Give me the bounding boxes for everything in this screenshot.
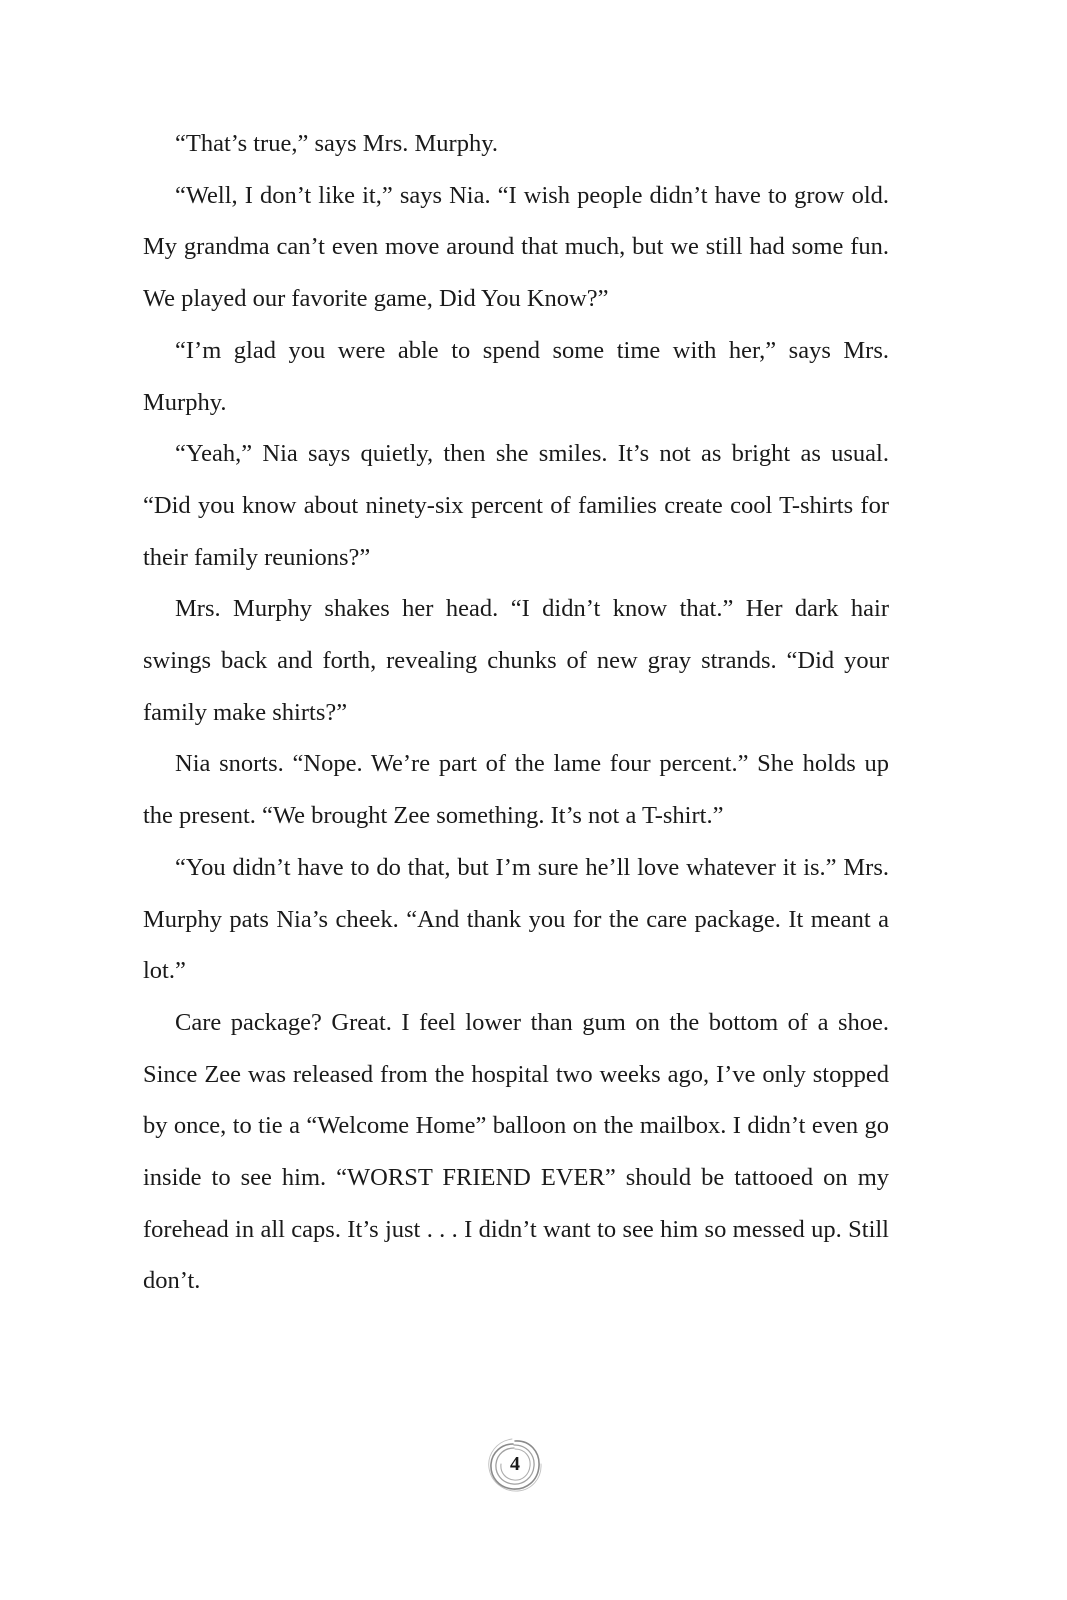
paragraph: “Well, I don’t like it,” says Nia. “I wish people didn’t have to grow old. My grandma can’t even move around that much, but we still had some fun. We played our favorite game, Did You Know?” bbox=[143, 181, 889, 313]
paragraph: Care package? Great. I feel lower than gum on the bottom of a shoe. Since Zee was released from the hospital two weeks ago, I’ve only stopped by once, to tie a “Welcome Home” balloon on the mailbox. I didn’t even go inside to see him. “WORST FRIEND EVER” should be tattooed on my forehead in all caps. It’s just . . . I didn’t want to see him so messed up. Still don’t. bbox=[143, 1008, 889, 1295]
paragraph: “That’s true,” says Mrs. Murphy. bbox=[175, 130, 498, 157]
page-body bbox=[143, 118, 889, 1307]
paragraph: Mrs. Murphy shakes her head. “I didn’t know that.” Her dark hair swings back and forth, revealing chunks of new gray strands. “Did your family make shirts?” bbox=[143, 595, 889, 726]
paragraph: “You didn’t have to do that, but I’m sure he’ll love whatever it is.” Mrs. Murphy pats Nia’s cheek. “And thank you for the care package. It meant a lot.” bbox=[143, 853, 889, 985]
paragraph: “I’m glad you were able to spend some time with her,” says Mrs. Murphy. bbox=[143, 336, 889, 416]
page-number-badge bbox=[485, 1435, 545, 1495]
paragraph: Nia snorts. “Nope. We’re part of the lame four percent.” She holds up the present. “We brought Zee something. It’s not a T-shirt.” bbox=[143, 750, 889, 830]
paragraph: “Yeah,” Nia says quietly, then she smiles. It’s not as bright as usual. “Did you know about ninety-six percent of families create cool T-shirts for their family reunions?” bbox=[143, 440, 889, 571]
page-number: 4 bbox=[510, 1453, 520, 1475]
